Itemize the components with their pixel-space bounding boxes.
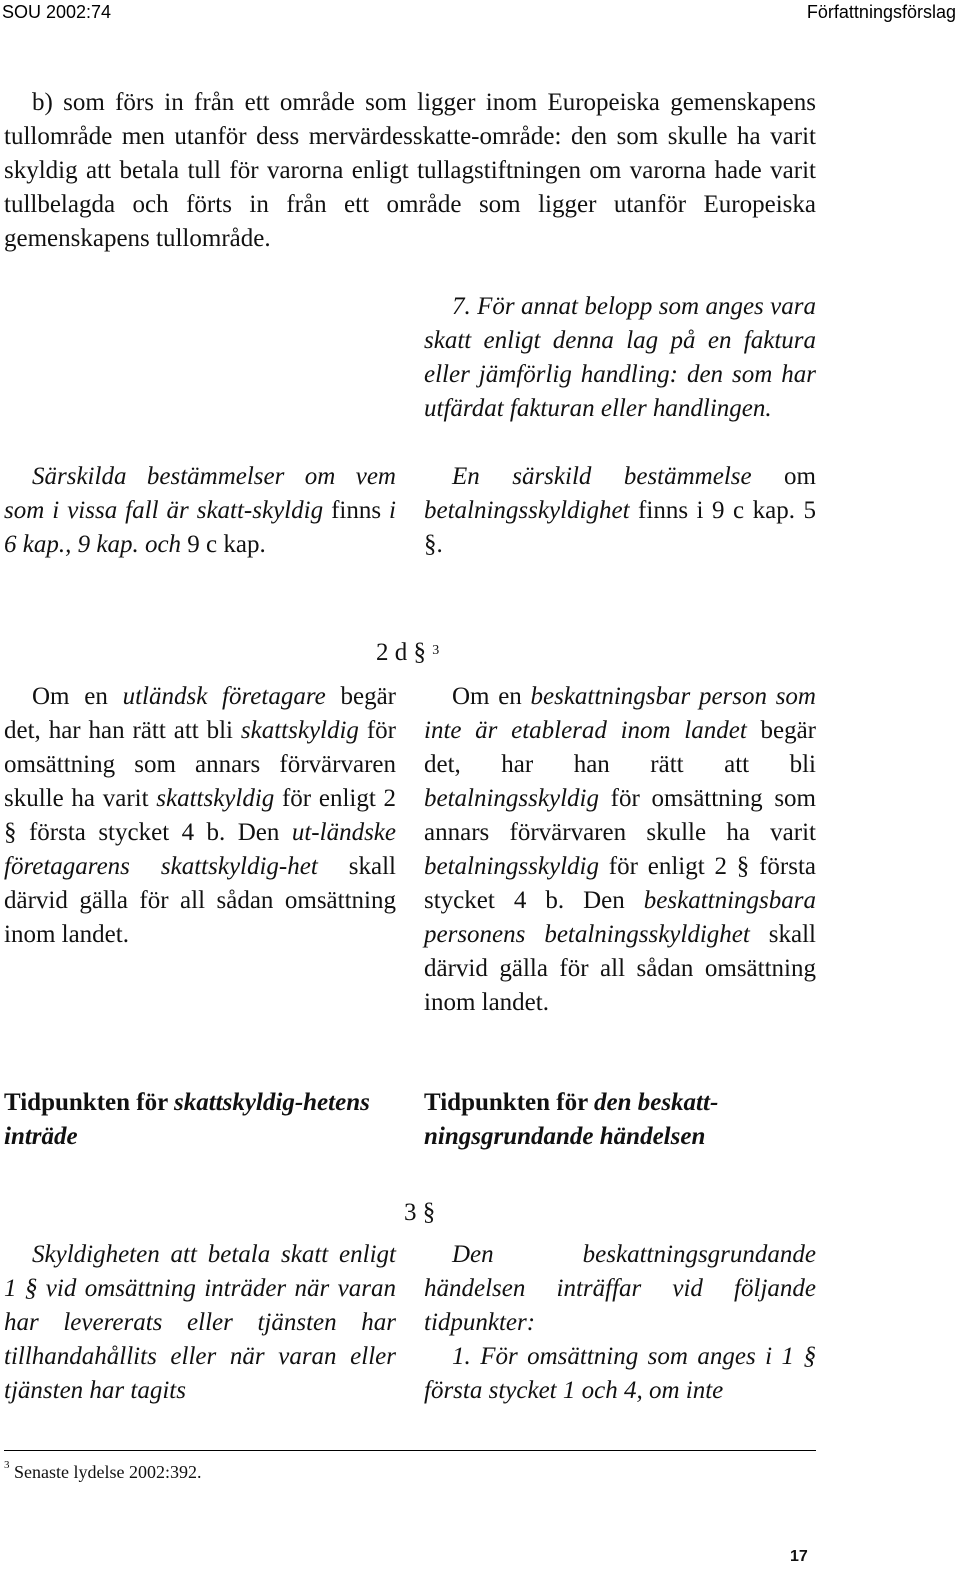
footnote-text: Senaste lydelse 2002:392. [14, 1462, 202, 1482]
section-3-label: 3 § [404, 1199, 436, 1226]
special-provisions-right-d: finns i 9 c kap. 5 §. [424, 497, 816, 558]
section-3-left-text: Skyldigheten att betala skatt enligt 1 § vid omsättning inträder när varan har levererats eller tjänsten har tillhandahållits eller när varan eller tjänsten har tagits [4, 1241, 396, 1404]
special-provisions-left-d: 9 c kap. [181, 531, 266, 558]
special-provisions-right [424, 460, 816, 562]
heading-right-a: Tidpunkten för [424, 1089, 594, 1116]
section-2d-right-run: beskattningsbara personens betalningsskyldighet [424, 887, 816, 948]
footnote-rule [4, 1450, 816, 1451]
section-2d-right-run: betalningsskyldig [424, 785, 599, 812]
special-provisions-right-b: om [751, 463, 816, 490]
section-2d-left-run: skattskyldig [240, 717, 359, 744]
section-2d-right-run: beskattningsbar person som inte är etablerad inom landet [424, 683, 816, 744]
section-2d-right-run: för omsättning som annars förvärvaren skulle ha varit [424, 785, 816, 846]
section-2d-left-text [4, 680, 396, 952]
section-2d-left-run: skattskyldig [156, 785, 275, 812]
special-provisions-left-a: Särskilda bestämmelser om vem som i vissa fall är skatt-skyldig [4, 463, 396, 524]
special-provisions-left-c: i 6 kap., 9 kap. och [4, 497, 396, 558]
section-2d-right-run: betalningsskyldig [424, 853, 599, 880]
section-2d-left-run: Om en [32, 683, 123, 710]
heading-left [4, 1086, 396, 1154]
heading-right-b: den beskatt-ningsgrundande händelsen [424, 1089, 719, 1150]
section-2d-right-run: för enligt 2 § första stycket 4 b. Den [424, 853, 816, 914]
heading-left-a: Tidpunkten för [4, 1089, 174, 1116]
section-2d-left-run: för omsättning som annars förvärvaren skulle ha varit [4, 717, 396, 812]
section-2d-left-run: ut-ländske företagarens skattskyldig-het [4, 819, 396, 880]
header-right: Författningsförslag [806, 2, 956, 22]
section-3-right-p1: Den beskattningsgrundande händelsen inträffar vid följande tidpunkter: [424, 1241, 816, 1336]
section-2d-label [376, 636, 439, 670]
section-2d-left-run: utländsk företagare [122, 683, 326, 710]
section-2d-right-run: Om en [452, 683, 531, 710]
section-3-right-p2: 1. För omsättning som anges i 1 § första stycket 1 och 4, om inte [424, 1343, 816, 1404]
intro-paragraph: b) som förs in från ett område som ligger inom Europeiska gemenskapens tullområde men utanför dess mervärdesskatte-område: den som skulle ha varit skyldig att betala tull för varorna enligt tullagstiftningen om varorna hade varit tullbelagda och förts in från ett område som ligger utanför Europeiska gemenskapens tullområde. [4, 89, 816, 252]
special-provisions-right-c: betalningsskyldighet [424, 497, 630, 524]
section-2d-label-text: 2 d § [376, 639, 426, 666]
section-2d-right-run: begär det, har han rätt att bli [424, 717, 816, 778]
heading-right [424, 1086, 816, 1154]
special-provisions-left [4, 460, 396, 562]
page-number: 17 [790, 1548, 808, 1565]
special-provisions-left-b: finns [323, 497, 390, 524]
header-left: SOU 2002:74 [2, 2, 112, 22]
footnote [4, 1459, 202, 1483]
heading-left-b: skattskyldig-hetens inträde [4, 1089, 370, 1150]
footnote-number: 3 [4, 1459, 10, 1471]
item-7-paragraph: 7. För annat belopp som anges vara skatt enligt denna lag på en faktura eller jämförlig handling: den som har utfärdat fakturan eller handlingen. [424, 293, 816, 422]
section-3-right [424, 1238, 816, 1408]
section-2d-left-run: skall därvid gälla för all sådan omsättning inom landet. [4, 853, 396, 948]
section-2d-right-text [424, 680, 816, 1020]
special-provisions-right-a: En särskild bestämmelse [452, 463, 752, 490]
section-2d-right-run: skall därvid gälla för all sådan omsättning inom landet. [424, 921, 816, 1016]
section-2d-left-run: för enligt 2 § första stycket 4 b. Den [4, 785, 396, 846]
section-2d-left-run: begär det, har han rätt att bli [4, 683, 396, 744]
footnote-ref: 3 [432, 643, 440, 658]
